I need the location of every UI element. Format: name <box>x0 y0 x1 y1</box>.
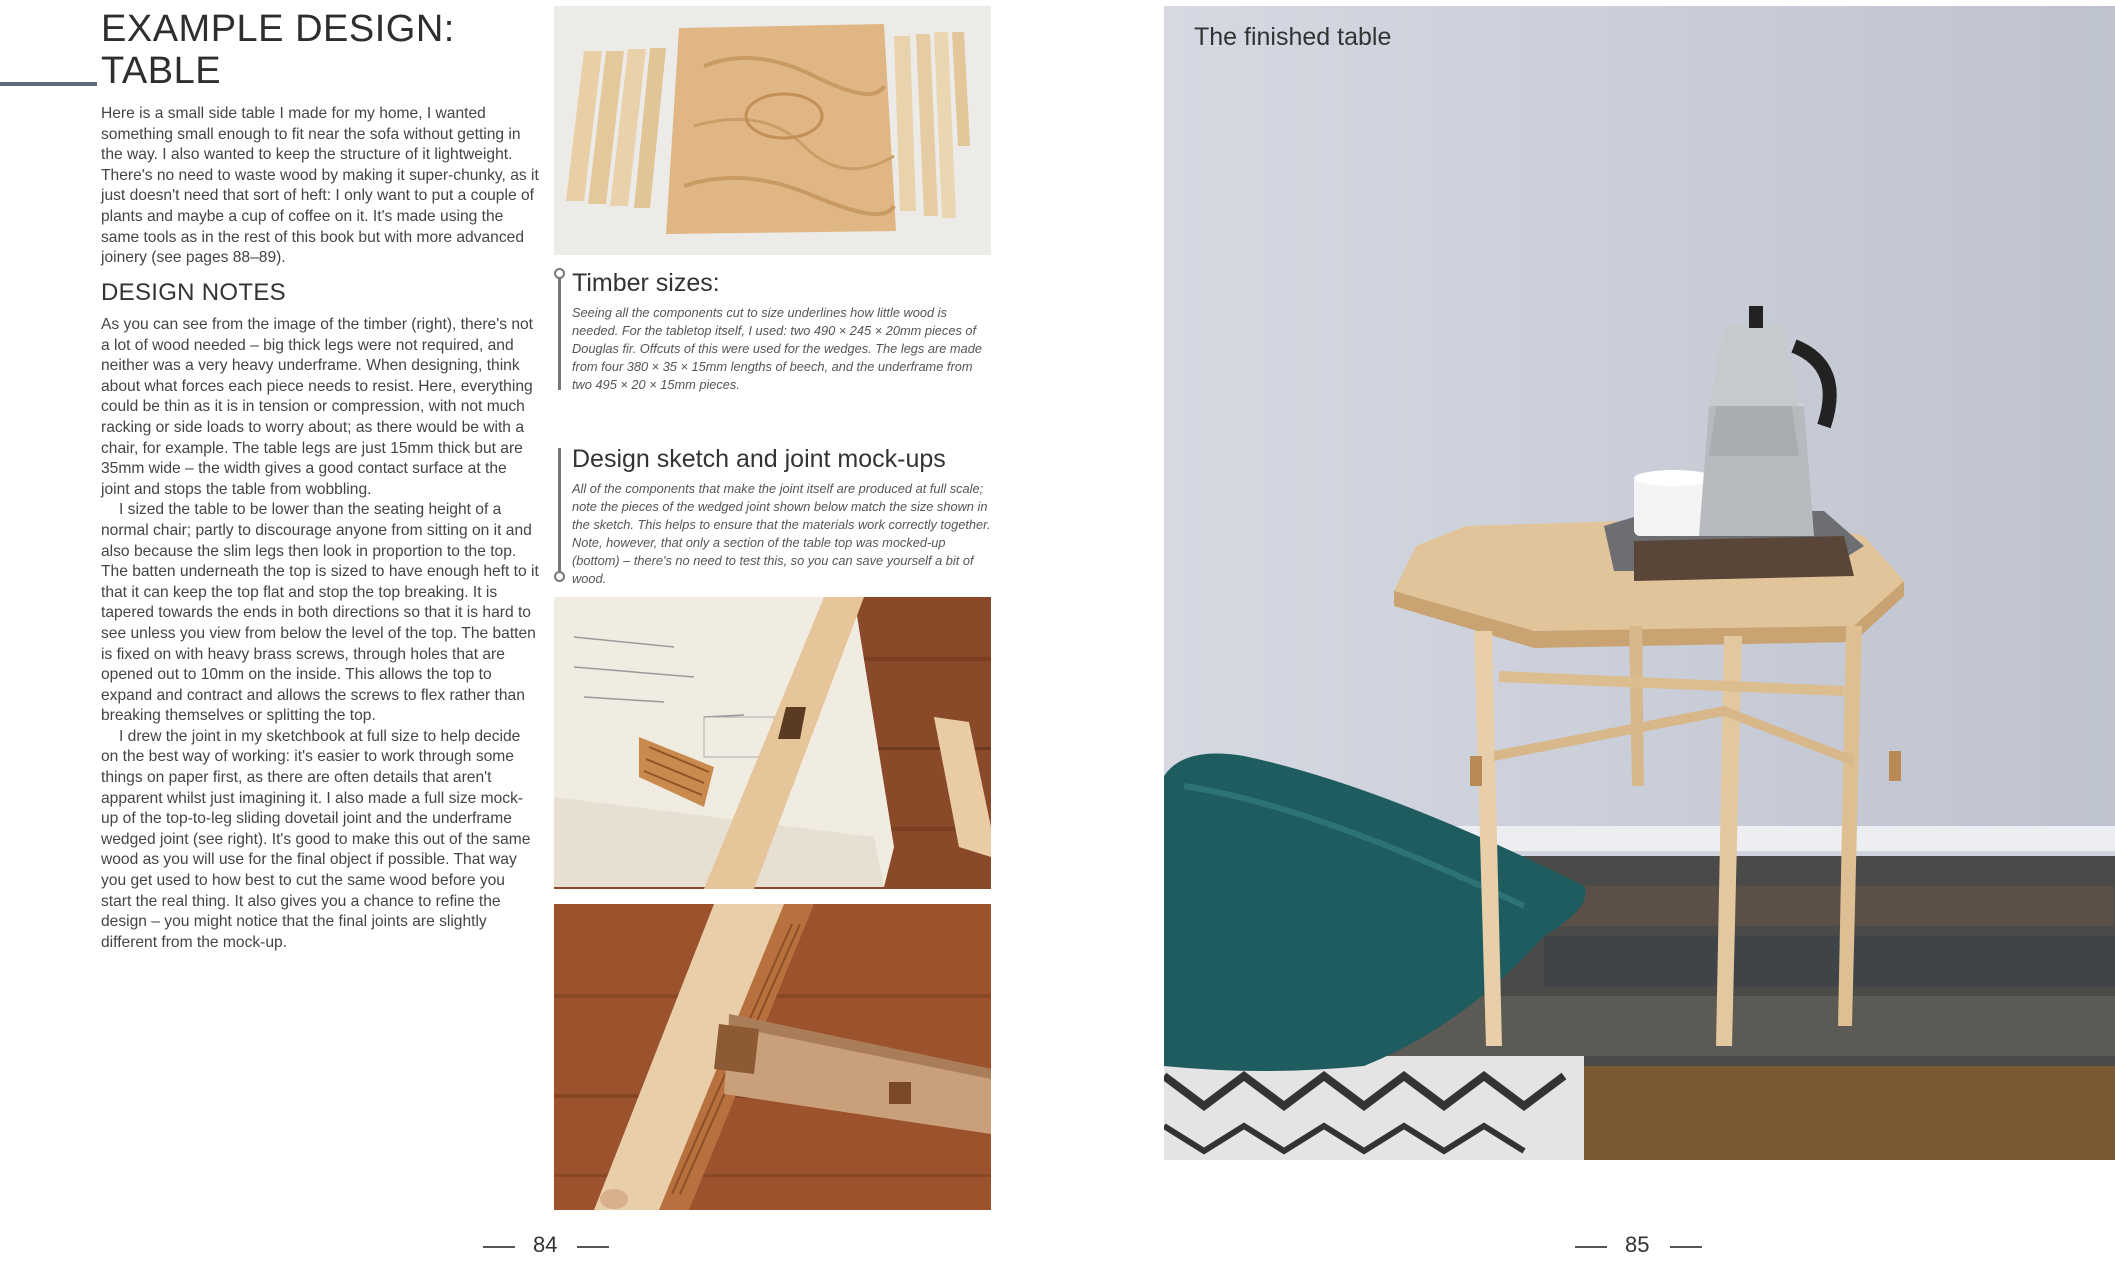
sketch-joint-photo <box>554 597 991 889</box>
notes-paragraph-3: I drew the joint in my sketchbook at full size to help decide on the best way of working: it's easier to work through some things on paper first, as there are often details that aren't apparent whilst just imagining it. I also made a full size mock-up of the top-to-leg sliding dovetail joint and the underframe wedged joint (see right). It's good to make this out of the same wood as you will use for the final object if possible. That way you get used to how best to cut the same wood before you start the real thing. It also gives you a chance to refine the design – you might notice that the final joints are slightly different from the mock-up. <box>101 727 531 951</box>
caption-marker-icon <box>554 268 565 279</box>
title-line-2: TABLE <box>101 50 222 92</box>
title-line-1: EXAMPLE DESIGN: <box>101 8 455 50</box>
page-number-rule <box>1670 1246 1702 1248</box>
accent-rule <box>0 82 97 86</box>
timber-sizes-text: Seeing all the components cut to size underlines how little wood is needed. For the tabletop itself, I used: two 490 × 245 × 20mm pieces of Douglas fir. Offcuts of this were used for the wedges. The legs are made from four 380 × 35 × 15mm lengths of beech, and the underframe from two 495 × 20 × 15mm pieces. <box>572 305 982 392</box>
page-number-right: 85 <box>1625 1232 1650 1257</box>
caption-marker-icon <box>554 571 565 582</box>
notes-paragraph-1: As you can see from the image of the timber (right), there's not a lot of wood needed – big thick legs were not required, and neither was a very heavy underframe. When designing, think about what forces each piece needs to resist. Here, everything could be thin as it is in tension or compression, with not much racking or side loads to worry about; as there would be with a chair, for example. The table legs are just 15mm thick but are 35mm wide – the width gives a good contact surface at the joint and stops the table from wobbling. <box>101 316 534 498</box>
timber-sizes-caption <box>558 268 998 393</box>
finished-table-photo <box>1164 6 2115 1160</box>
page-number-rule <box>1575 1246 1607 1248</box>
page-number-rule <box>483 1246 515 1248</box>
notes-paragraph-2: I sized the table to be lower than the seating height of a normal chair; partly to discourage anyone from sitting on it and also because the slim legs then look in proportion to the top. The batten underneath the top is sized to have enough heft to it that it can keep the top flat and stop the top breaking. It is tapered towards the ends in both directions so that it is hard to see unless you view from below the level of the top. The batten is fixed on with heavy brass screws, through holes that are opened out to 10mm on the inside. This allows the top to expand and contract and allows the screws to flex rather than breaking themselves or splitting the top. <box>101 501 539 725</box>
design-sketch-heading: Design sketch and joint mock-ups <box>572 445 946 473</box>
intro-paragraph: Here is a small side table I made for my home, I wanted something small enough to fit near the sofa without getting in the way. I also wanted to keep the structure of it lightweight. There's no need to waste wood by making it super-chunky, as it just doesn't need that sort of heft: I only want to put a couple of plants and maybe a cup of coffee on it. It's made using the same tools as in the rest of this book but with more advanced joinery (see pages 88–89). <box>101 105 539 267</box>
design-sketch-caption <box>558 444 998 584</box>
design-notes-body <box>101 315 539 953</box>
page-title <box>101 8 455 92</box>
design-sketch-text: All of the components that make the joint itself are produced at full scale; note the pieces of the wedged joint shown below match the size shown in the sketch. This helps to ensure that the materials work correctly together. Note, however, that only a section of the table top was mocked-up (bottom) – there's no need to test this, so you can save yourself a bit of wood. <box>572 481 991 586</box>
dovetail-mockup-photo <box>554 904 991 1210</box>
page-number-left: 84 <box>533 1232 558 1257</box>
finished-table-label: The finished table <box>1194 23 1392 51</box>
design-notes-heading: DESIGN NOTES <box>101 279 286 306</box>
timber-sizes-heading: Timber sizes: <box>572 269 720 297</box>
page-number-rule <box>577 1246 609 1248</box>
timber-components-photo <box>554 6 991 255</box>
